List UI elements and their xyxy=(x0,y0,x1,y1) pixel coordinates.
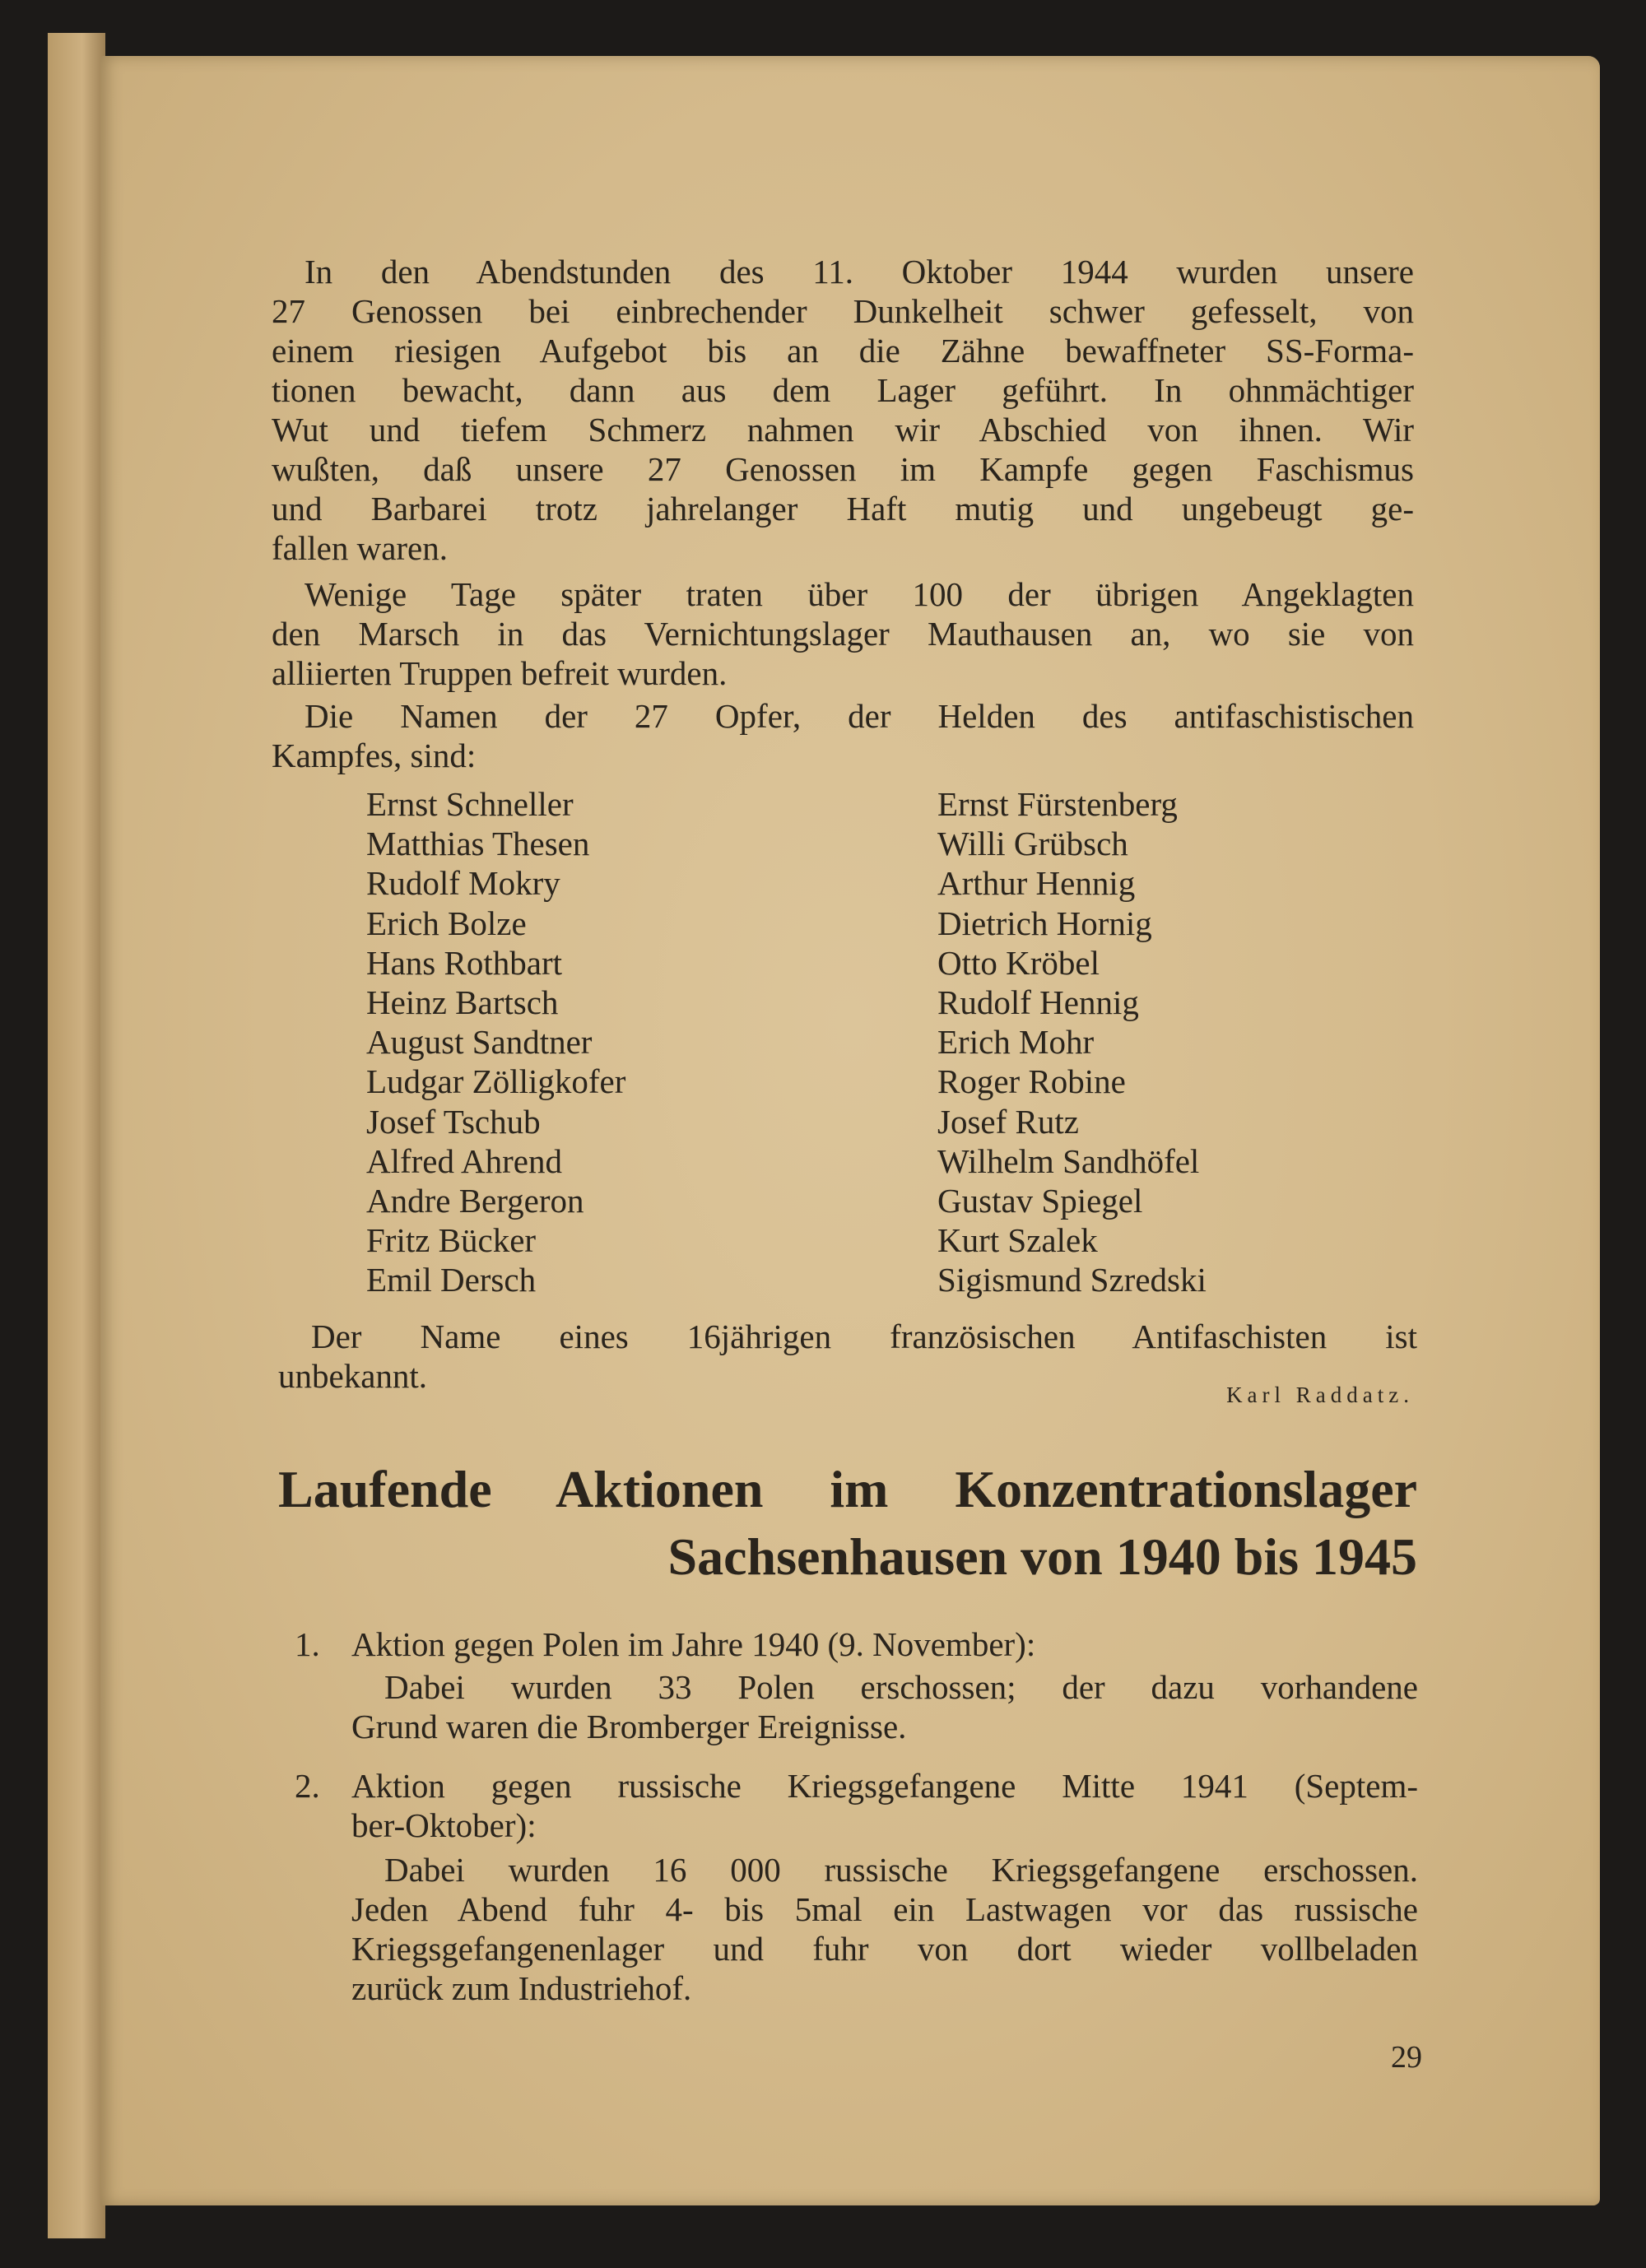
victim-name: Erich Bolze xyxy=(366,904,527,942)
victim-name: Josef Rutz xyxy=(937,1102,1079,1141)
signature: Karl Raddatz. xyxy=(1226,1383,1414,1407)
victim-name: Ernst Fürstenberg xyxy=(937,785,1178,823)
victim-name: Sigismund Szredski xyxy=(937,1261,1207,1299)
list-item xyxy=(351,1624,1418,1746)
text-line: Aktion gegen Polen im Jahre 1940 (9. November): xyxy=(351,1625,1036,1663)
paragraph-1 xyxy=(272,252,1414,568)
text-line: Wenige Tage später traten über 100 der übrigen Angeklagten xyxy=(305,575,1414,613)
text-line: alliierten Truppen befreit wurden. xyxy=(272,654,728,692)
victim-name: August Sandtner xyxy=(366,1023,593,1062)
heading-line-1: Laufende Aktionen im Konzentrationslager xyxy=(278,1460,1417,1518)
text-line: Grund waren die Bromberger Ereignisse. xyxy=(351,1708,907,1745)
text-line: unbekannt. xyxy=(278,1357,428,1395)
text-line: und Barbarei trotz jahrelanger Haft mutig und ungebeugt ge- xyxy=(272,490,1414,527)
victim-name: Gustav Spiegel xyxy=(937,1182,1143,1220)
victim-name: Ludgar Zölligkofer xyxy=(366,1062,626,1101)
text-line: Der Name eines 16jährigen französischen Antifaschisten ist xyxy=(311,1318,1417,1355)
victim-name: Hans Rothbart xyxy=(366,943,562,982)
victim-name: Fritz Bücker xyxy=(366,1221,537,1260)
victim-name: Rudolf Mokry xyxy=(366,864,560,903)
victim-name: Dietrich Hornig xyxy=(937,904,1152,942)
facing-page-edge xyxy=(48,33,105,2238)
item-number: 2. xyxy=(295,1767,320,1805)
victim-name: Willi Grübsch xyxy=(937,825,1128,863)
text-line: Dabei wurden 16 000 russische Kriegsgefangene erschossen. xyxy=(384,1851,1418,1889)
text-line: Kriegsgefangenenlager und fuhr von dort wieder vollbeladen xyxy=(351,1930,1418,1968)
text-line: einem riesigen Aufgebot bis an die Zähne bewaffneter SS-Forma- xyxy=(272,332,1414,369)
heading-line-2: Sachsenhausen von 1940 bis 1945 xyxy=(667,1527,1417,1586)
names-left-column xyxy=(366,784,625,1300)
text-line: Dabei wurden 33 Polen erschossen; der dazu vorhandene xyxy=(384,1668,1418,1706)
text-line: zurück zum Industriehof. xyxy=(351,1969,692,2007)
victim-name: Josef Tschub xyxy=(366,1102,541,1141)
victim-name: Alfred Ahrend xyxy=(366,1141,562,1180)
page-number: 29 xyxy=(1391,2040,1422,2075)
victim-name: Roger Robine xyxy=(937,1062,1126,1101)
victim-name: Kurt Szalek xyxy=(937,1221,1098,1260)
victim-name: Arthur Hennig xyxy=(937,864,1136,903)
names-right-column xyxy=(937,784,1207,1300)
victim-name: Wilhelm Sandhöfel xyxy=(937,1141,1200,1180)
text-line: Aktion gegen russische Kriegsgefangene Mitte 1941 (Septem- xyxy=(351,1767,1418,1805)
victim-name: Andre Bergeron xyxy=(366,1182,584,1220)
paragraph-3 xyxy=(272,696,1414,775)
list-item xyxy=(351,1766,1418,2008)
text-line: ber-Oktober): xyxy=(351,1806,537,1844)
text-line: Kampfes, sind: xyxy=(272,737,477,774)
text-line: wußten, daß unsere 27 Genossen im Kampfe gegen Faschismus xyxy=(272,450,1414,488)
victim-name: Emil Dersch xyxy=(366,1261,537,1299)
text-line: Jeden Abend fuhr 4- bis 5mal ein Lastwagen vor das russische xyxy=(351,1890,1418,1928)
victim-name: Heinz Bartsch xyxy=(366,983,559,1022)
text-line: den Marsch in das Vernichtungslager Mauthausen an, wo sie von xyxy=(272,615,1414,653)
text-line: tionen bewacht, dann aus dem Lager geführt. In ohnmächtiger xyxy=(272,371,1414,409)
text-line: In den Abendstunden des 11. Oktober 1944 wurden unsere xyxy=(305,253,1414,290)
victim-name: Otto Kröbel xyxy=(937,943,1100,982)
text-line: fallen waren. xyxy=(272,529,448,567)
text-line: Wut und tiefem Schmerz nahmen wir Abschied von ihnen. Wir xyxy=(272,411,1414,448)
victim-name: Matthias Thesen xyxy=(366,825,590,863)
paragraph-2 xyxy=(272,574,1414,693)
text-line: 27 Genossen bei einbrechender Dunkelheit schwer gefesselt, von xyxy=(272,292,1414,330)
text-line: Die Namen der 27 Opfer, der Helden des antifaschistischen xyxy=(305,697,1414,735)
victim-name: Erich Mohr xyxy=(937,1023,1095,1062)
item-number: 1. xyxy=(295,1625,320,1663)
victim-name: Ernst Schneller xyxy=(366,785,574,823)
victim-name: Rudolf Hennig xyxy=(937,983,1139,1022)
